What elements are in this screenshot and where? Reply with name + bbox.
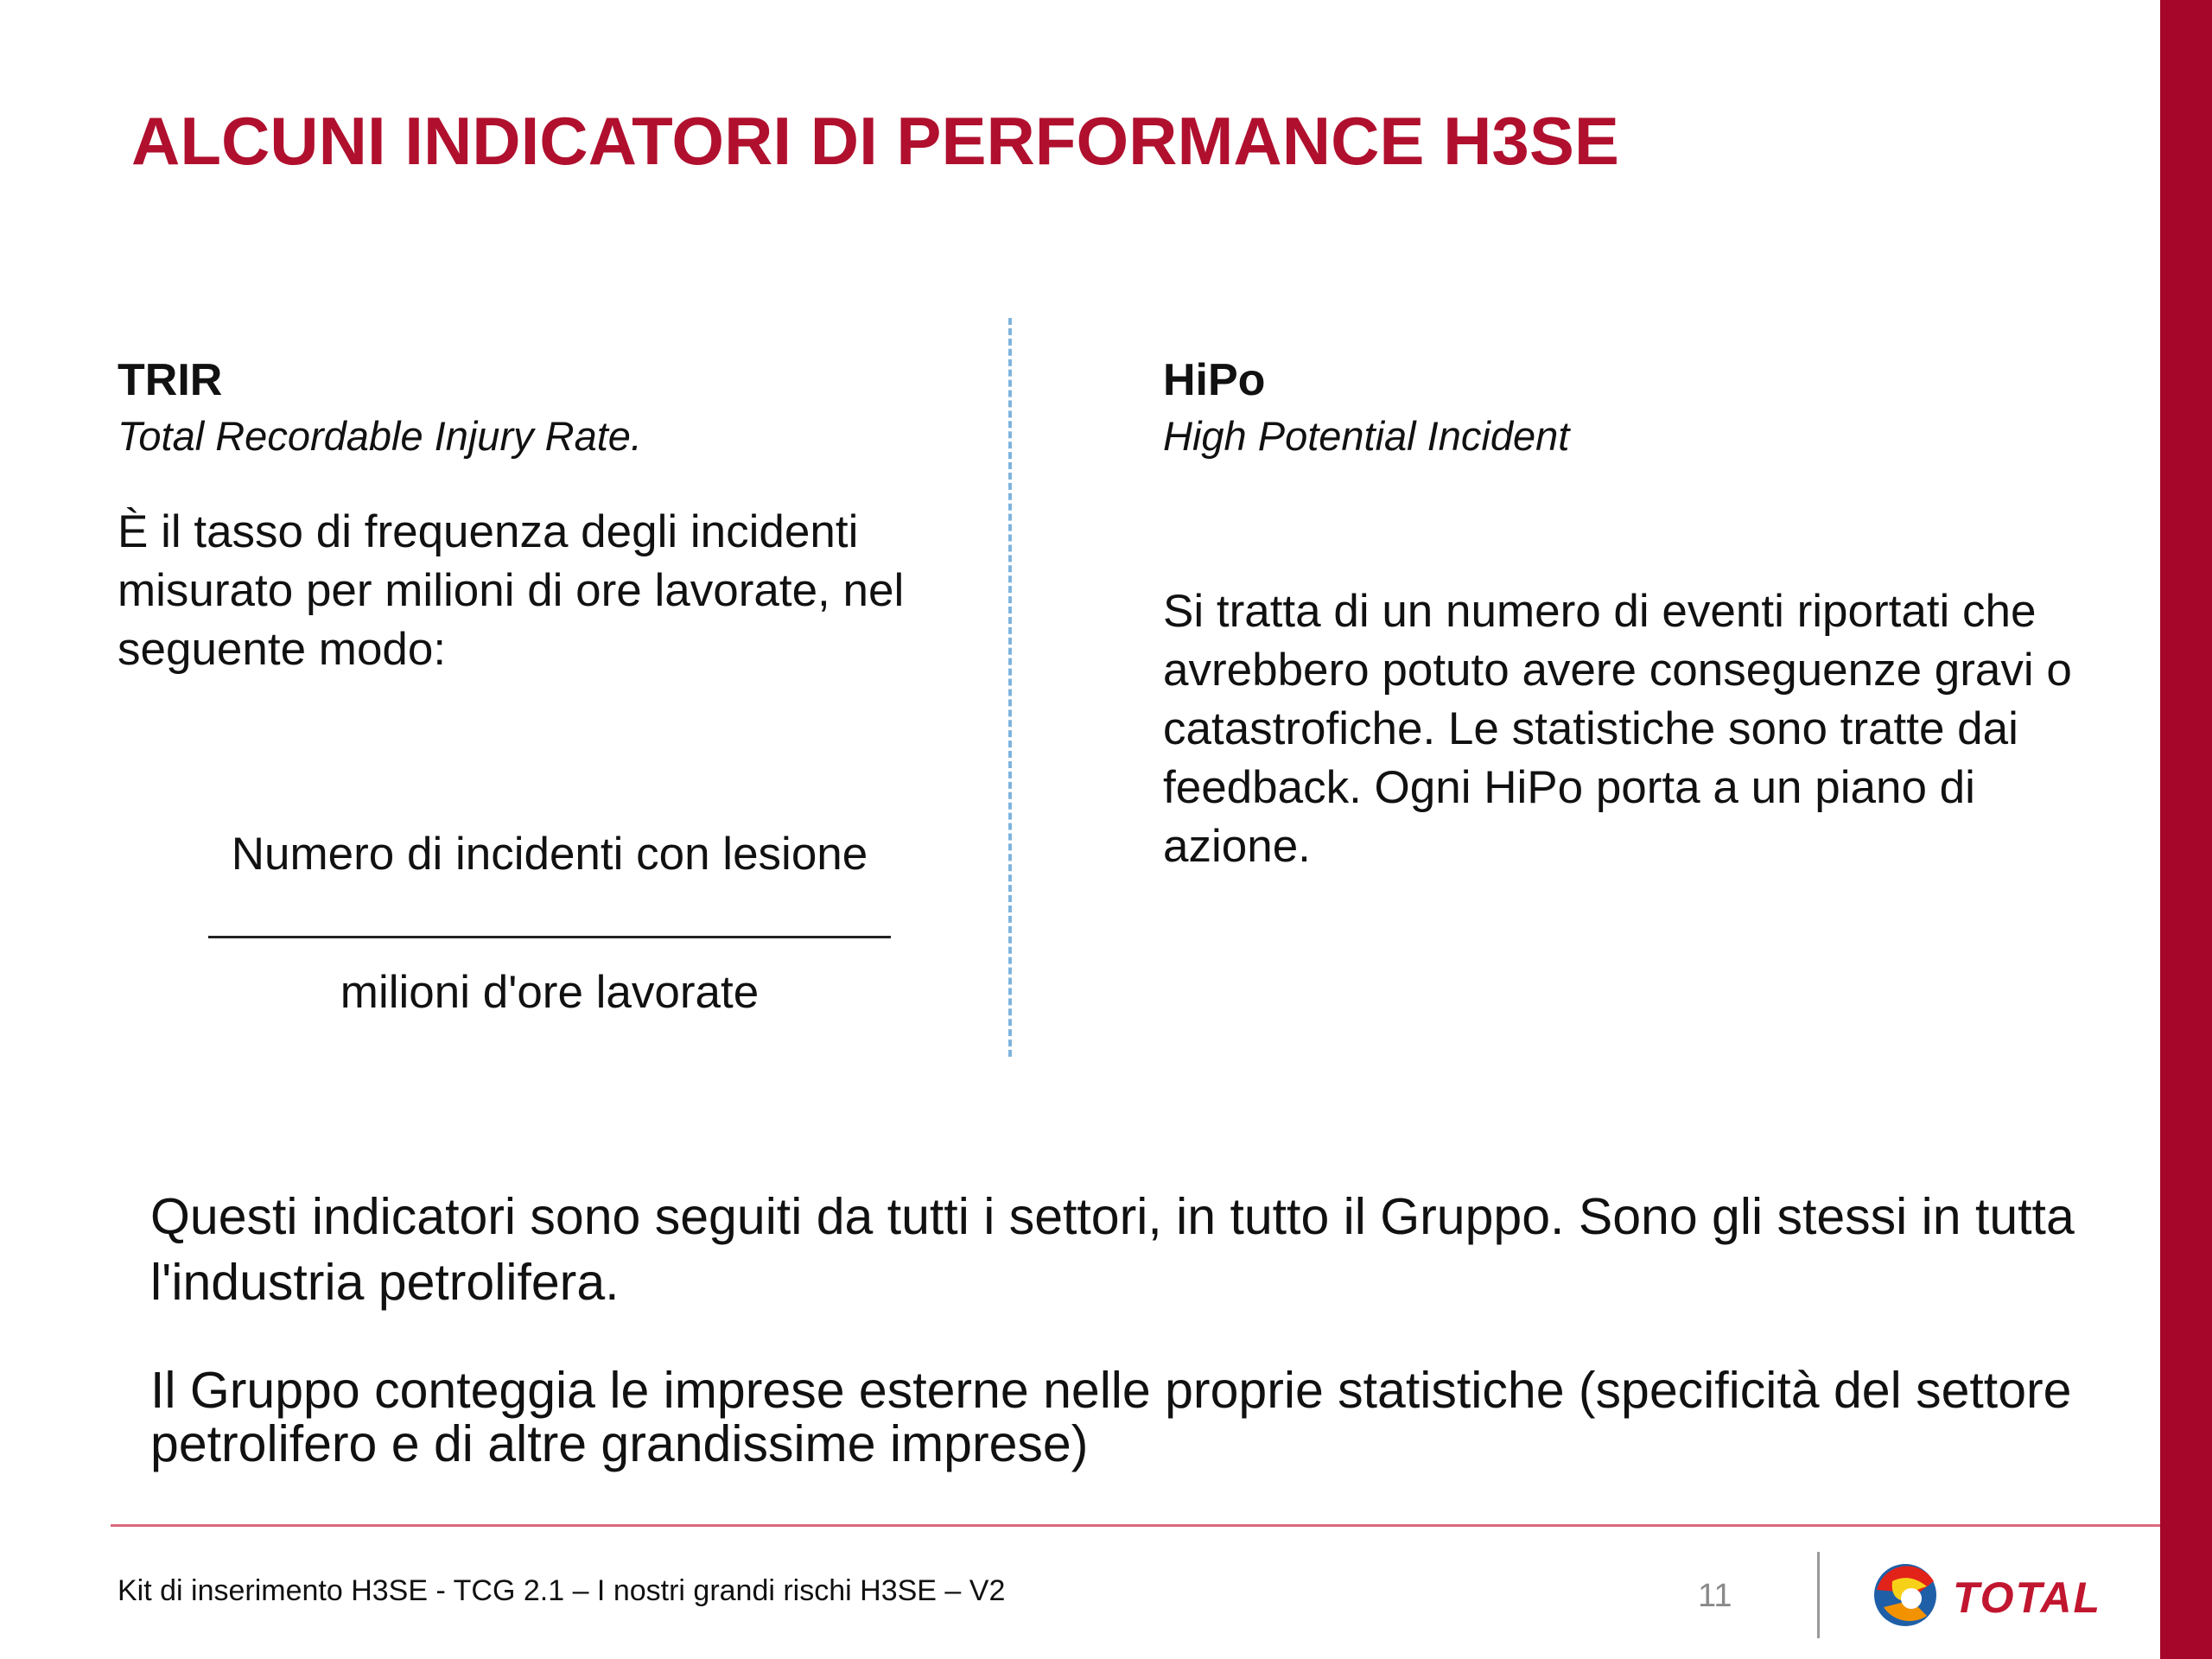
footer-separator (1817, 1552, 1820, 1638)
hipo-heading: HiPo (1163, 355, 1266, 405)
hipo-subheading: High Potential Incident (1163, 413, 1570, 459)
formula-fraction-line (208, 936, 891, 938)
formula-numerator: Numero di incidenti con lesione (231, 829, 868, 880)
trir-column (118, 350, 982, 462)
footer-text: Kit di inserimento H3SE - TCG 2.1 – I nostri grandi rischi H3SE – V2 (118, 1574, 1006, 1607)
right-accent-bar (2160, 0, 2212, 1659)
bottom-note-1: Questi indicatori sono seguiti da tutti i settori, in tutto il Gruppo. Sono gli stessi in tutta l'industria petrolifera. (150, 1188, 2075, 1311)
slide-title: ALCUNI INDICATORI DI PERFORMANCE H3SE (131, 103, 1619, 179)
page-number: 11 (1698, 1578, 1732, 1614)
trir-description: È il tasso di frequenza degli incidenti misurato per milioni di ore lavorate, nel seguente modo: (118, 506, 905, 675)
hipo-description: Si tratta di un numero di eventi riportati che avrebbero potuto avere conseguenze gravi o catastrofiche. Le statistiche sono tratte dai feedback. Ogni HiPo porta a un piano di azione. (1163, 586, 2072, 872)
trir-heading: TRIR (118, 355, 223, 405)
bottom-note-2: Il Gruppo conteggia le imprese esterne nelle proprie statistiche (specificità del settore petrolifero e di altre grandissime imprese) (150, 1362, 2072, 1472)
footer-line (111, 1524, 2160, 1527)
trir-subheading: Total Recordable Injury Rate. (118, 413, 642, 459)
column-divider (1008, 318, 1012, 1057)
formula-denominator: milioni d'ore lavorate (340, 967, 760, 1018)
total-logo-text: TOTAL (1953, 1573, 2102, 1622)
hipo-column (1163, 350, 2113, 462)
bottom-notes (150, 1184, 2103, 1471)
